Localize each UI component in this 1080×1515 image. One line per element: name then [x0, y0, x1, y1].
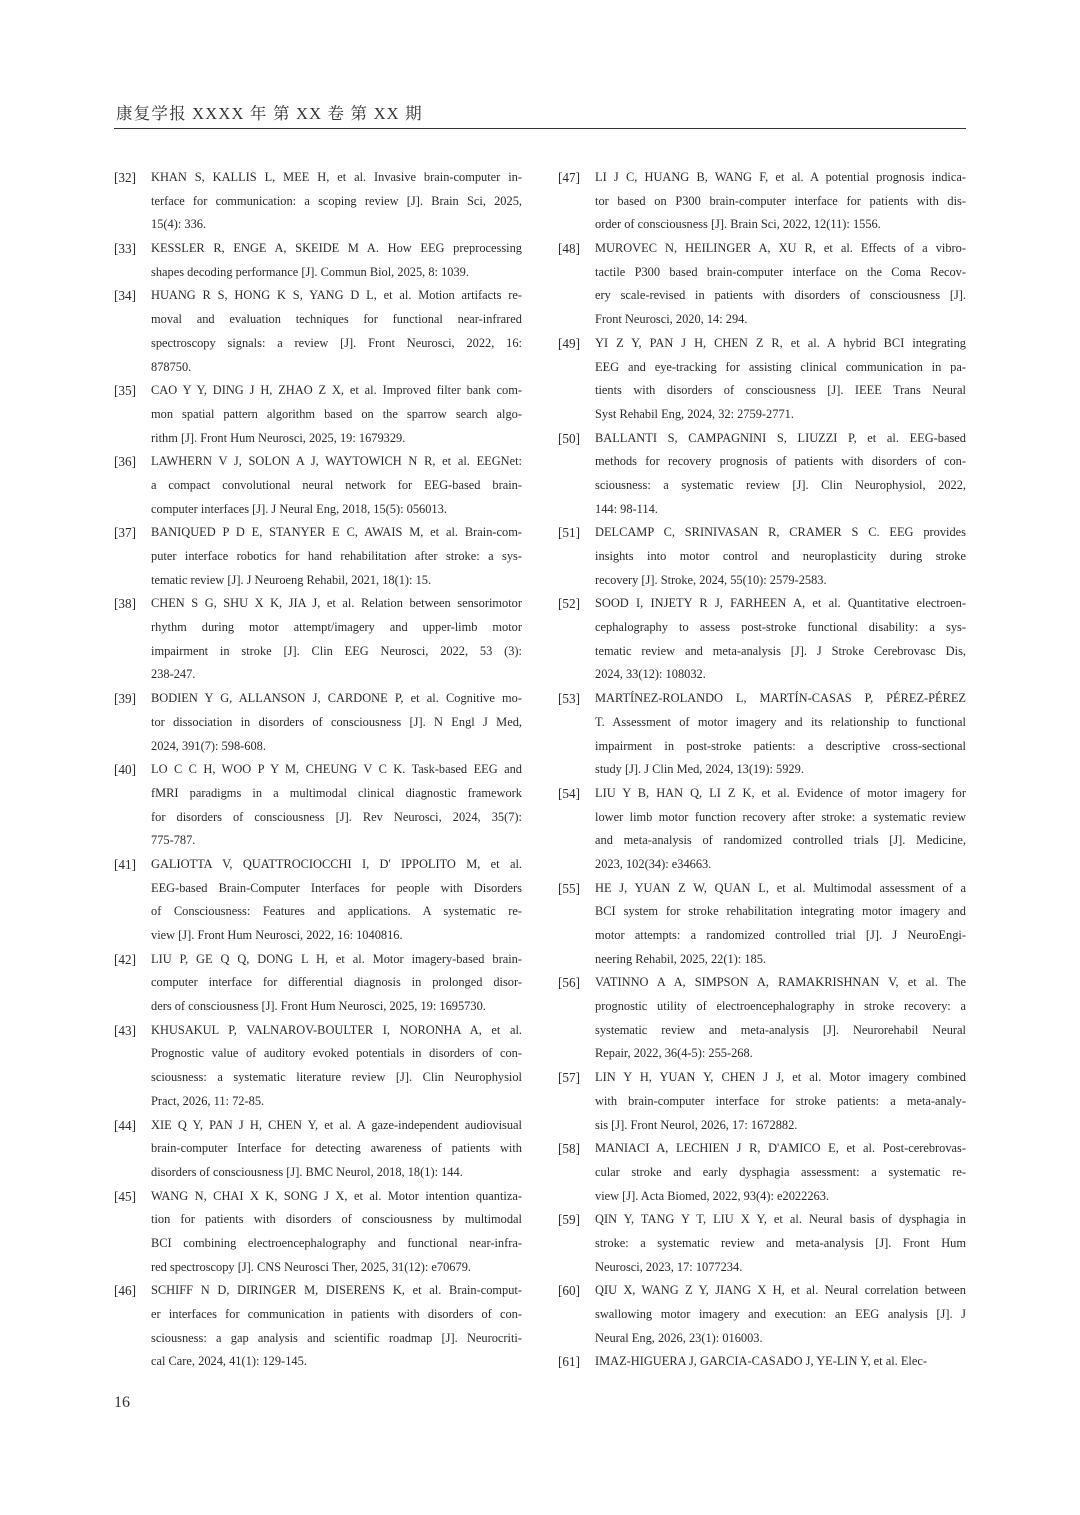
reference-entry: [558, 1350, 966, 1374]
reference-text-line: with brain-computer interface for stroke patients: a meta-analy-: [595, 1093, 966, 1108]
reference-number: [41]: [114, 856, 136, 872]
reference-text-line: for disorders of consciousness [J]. Rev Neurosci, 2024, 35(7):: [151, 809, 522, 824]
reference-entry: [558, 237, 966, 332]
reference-entry: [558, 687, 966, 782]
reference-text-line: a compact convolutional neural network for EEG-based brain-: [151, 477, 522, 492]
reference-text-line: LAWHERN V J, SOLON A J, WAYTOWICH N R, et al. EEGNet:: [151, 454, 522, 469]
reference-text-line: BCI system for stroke rehabilitation integrating motor imagery and: [595, 904, 966, 919]
reference-text-line: QIN Y, TANG Y T, LIU X Y, et al. Neural basis of dysphagia in: [595, 1212, 966, 1227]
reference-text-line: motor attempts: a randomized controlled trial [J]. J NeuroEngi-: [595, 928, 966, 942]
reference-text-line: cal Care, 2024, 41(1): 129-145.: [151, 1354, 307, 1369]
reference-text-line: KESSLER R, ENGE A, SKEIDE M A. How EEG preprocessing: [151, 241, 522, 256]
reference-text-line: EEG and eye-tracking for assisting clinical communication in pa-: [595, 359, 966, 374]
reference-text-line: disorders of consciousness [J]. BMC Neurol, 2018, 18(1): 144.: [151, 1164, 463, 1179]
reference-text-line: fMRI paradigms in a multimodal clinical diagnostic framework: [151, 785, 522, 800]
reference-entry: [558, 332, 966, 427]
reference-text-line: brain-computer Interface for detecting awareness of patients with: [151, 1141, 522, 1156]
reference-text-line: neering Rehabil, 2025, 22(1): 185.: [595, 951, 767, 966]
reference-text-line: 144: 98-114.: [595, 501, 658, 516]
page-number: 16: [114, 1394, 130, 1411]
references-column-right: [558, 166, 966, 1374]
reference-text-line: computer interface for differential diagnosis in prolonged disor-: [151, 975, 522, 990]
reference-text-line: VATINNO A A, SIMPSON A, RAMAKRISHNAN V, et al. The: [595, 975, 966, 990]
reference-text-line: Front Neurosci, 2020, 14: 294.: [595, 312, 748, 327]
reference-text-line: QIU X, WANG Z Y, JIANG X H, et al. Neural correlation between: [595, 1283, 966, 1298]
reference-text-line: LIN Y H, YUAN Y, CHEN J J, et al. Motor imagery combined: [595, 1070, 966, 1085]
reference-text-line: rhythm during motor attempt/imagery and upper-limb motor: [151, 620, 522, 635]
journal-running-title: 康复学报 XXXX 年 第 XX 卷 第 XX 期: [116, 104, 423, 123]
reference-number: [55]: [558, 880, 580, 896]
reference-entry: [114, 450, 522, 521]
reference-text-line: Neurosci, 2023, 17: 1077234.: [595, 1259, 743, 1274]
reference-text-line: sis [J]. Front Neurol, 2026, 17: 1672882.: [595, 1117, 798, 1132]
reference-entry: [558, 971, 966, 1066]
reference-text-line: cephalography to assess post-stroke functional disability: a sys-: [595, 620, 966, 635]
references-column-left: [114, 166, 522, 1374]
reference-text-line: Pract, 2026, 11: 72-85.: [151, 1093, 265, 1108]
reference-number: [51]: [558, 525, 580, 541]
reference-text-line: IMAZ-HIGUERA J, GARCIA-CASADO J, YE-LIN Y, et al. Elec-: [595, 1354, 927, 1369]
reference-entry: [558, 877, 966, 972]
reference-number: [43]: [114, 1022, 136, 1038]
reference-number: [57]: [558, 1070, 580, 1086]
reference-entry: [114, 853, 522, 948]
reference-text-line: systematic review and meta-analysis [J]. Neurorehabil Neural: [595, 1022, 966, 1037]
reference-text-line: HE J, YUAN Z W, QUAN L, et al. Multimodal assessment of a: [595, 880, 966, 895]
reference-number: [60]: [558, 1283, 580, 1299]
reference-text-line: Syst Rehabil Eng, 2024, 32: 2759-2771.: [595, 406, 794, 421]
reference-text-line: impairment in stroke [J]. Clin EEG Neurosci, 2022, 53 (3):: [151, 643, 522, 658]
reference-text-line: computer interfaces [J]. J Neural Eng, 2018, 15(5): 056013.: [151, 501, 447, 516]
reference-entry: [114, 948, 522, 1019]
reference-entry: [114, 1185, 522, 1280]
reference-entry: [114, 1279, 522, 1374]
reference-number: [49]: [558, 335, 580, 351]
reference-text-line: and meta-analysis of randomized controlled trials [J]. Medicine,: [595, 833, 966, 848]
reference-text-line: MARTÍNEZ-ROLANDO L, MARTÍN-CASAS P, PÉREZ-PÉREZ: [595, 691, 966, 706]
reference-text-line: MUROVEC N, HEILINGER A, XU R, et al. Effects of a vibro-: [595, 241, 966, 256]
reference-entry: [114, 166, 522, 237]
reference-number: [45]: [114, 1188, 136, 1204]
reference-text-line: red spectroscopy [J]. CNS Neurosci Ther, 2025, 31(12): e70679.: [151, 1259, 471, 1274]
reference-text-line: BODIEN Y G, ALLANSON J, CARDONE P, et al. Cognitive mo-: [151, 691, 522, 706]
reference-text-line: WANG N, CHAI X K, SONG J X, et al. Motor intention quantiza-: [151, 1188, 522, 1203]
reference-entry: [114, 1019, 522, 1114]
reference-text-line: recovery [J]. Stroke, 2024, 55(10): 2579-2583.: [595, 572, 827, 587]
reference-text-line: tematic review [J]. J Neuroeng Rehabil, 2021, 18(1): 15.: [151, 572, 432, 587]
reference-number: [53]: [558, 691, 580, 707]
reference-number: [47]: [558, 170, 580, 185]
reference-entry: [558, 592, 966, 687]
reference-text-line: SOOD I, INJETY R J, FARHEEN A, et al. Quantitative electroen-: [595, 596, 966, 611]
reference-entry: [114, 1114, 522, 1185]
reference-number: [58]: [558, 1141, 580, 1157]
reference-text-line: shapes decoding performance [J]. Commun Biol, 2025, 8: 1039.: [151, 264, 469, 279]
reference-number: [40]: [114, 762, 136, 778]
reference-text-line: MANIACI A, LECHIEN J R, D'AMICO E, et al. Post-cerebrovas-: [595, 1141, 966, 1156]
reference-text-line: order of consciousness [J]. Brain Sci, 2022, 12(11): 1556.: [595, 217, 881, 232]
reference-text-line: moval and evaluation techniques for functional near-infrared: [151, 312, 522, 327]
reference-number: [35]: [114, 383, 136, 399]
reference-text-line: prognostic utility of electroencephalography in stroke recovery: a: [595, 999, 966, 1014]
reference-text-line: terface for communication: a scoping review [J]. Brain Sci, 2025,: [151, 193, 522, 208]
reference-text-line: 2024, 391(7): 598-608.: [151, 738, 266, 753]
reference-text-line: methods for recovery prognosis of patients with disorders of con-: [595, 454, 966, 469]
reference-text-line: tor dissociation in disorders of consciousness [J]. N Engl J Med,: [151, 714, 522, 729]
reference-text-line: Repair, 2022, 36(4-5): 255-268.: [595, 1046, 753, 1061]
reference-text-line: study [J]. J Clin Med, 2024, 13(19): 5929.: [595, 762, 804, 777]
reference-text-line: rithm [J]. Front Hum Neurosci, 2025, 19: 1679329.: [151, 430, 406, 445]
reference-entry: [114, 687, 522, 758]
reference-text-line: Prognostic value of auditory evoked potentials in disorders of con-: [151, 1046, 522, 1061]
reference-text-line: LI J C, HUANG B, WANG F, et al. A potential prognosis indica-: [595, 170, 966, 184]
reference-text-line: view [J]. Acta Biomed, 2022, 93(4): e2022263.: [595, 1188, 830, 1203]
reference-entry: [558, 1208, 966, 1279]
reference-text-line: BANIQUED P D E, STANYER E C, AWAIS M, et al. Brain-com-: [151, 525, 522, 540]
reference-text-line: XIE Q Y, PAN J H, CHEN Y, et al. A gaze-independent audiovisual: [151, 1117, 522, 1132]
reference-text-line: sciousness: a systematic literature review [J]. Clin Neurophysiol: [151, 1070, 522, 1085]
reference-text-line: tients with disorders of consciousness [J]. IEEE Trans Neural: [595, 383, 966, 398]
reference-number: [59]: [558, 1212, 580, 1228]
reference-text-line: swallowing motor imagery and execution: an EEG analysis [J]. J: [595, 1307, 966, 1321]
reference-text-line: tematic review and meta-analysis [J]. J Stroke Cerebrovasc Dis,: [595, 643, 966, 658]
reference-number: [54]: [558, 785, 580, 801]
reference-entry: [558, 1279, 966, 1350]
reference-text-line: cular stroke and early dysphagia assessment: a systematic re-: [595, 1164, 966, 1179]
reference-text-line: LO C C H, WOO P Y M, CHEUNG V C K. Task-based EEG and: [151, 762, 522, 777]
reference-text-line: YI Z Y, PAN J H, CHEN Z R, et al. A hybrid BCI integrating: [595, 335, 966, 350]
reference-number: [56]: [558, 975, 580, 991]
reference-text-line: KHAN S, KALLIS L, MEE H, et al. Invasive brain-computer in-: [151, 170, 522, 184]
reference-number: [38]: [114, 596, 136, 612]
reference-text-line: insights into motor control and neuroplasticity during stroke: [595, 549, 966, 563]
reference-text-line: puter interface robotics for hand rehabilitation after stroke: a sys-: [151, 549, 522, 563]
reference-text-line: of Consciousness: Features and applications. A systematic re-: [151, 904, 522, 919]
reference-entry: [114, 758, 522, 853]
reference-entry: [114, 284, 522, 379]
reference-number: [44]: [114, 1117, 136, 1133]
reference-entry: [114, 379, 522, 450]
reference-text-line: 2023, 102(34): e34663.: [595, 856, 712, 871]
reference-entry: [558, 782, 966, 877]
reference-number: [37]: [114, 525, 136, 541]
reference-number: [36]: [114, 454, 136, 470]
reference-text-line: T. Assessment of motor imagery and its relationship to functional: [595, 714, 966, 729]
reference-number: [32]: [114, 170, 136, 185]
reference-text-line: view [J]. Front Hum Neurosci, 2022, 16: 1040816.: [151, 928, 403, 942]
reference-text-line: CAO Y Y, DING J H, ZHAO Z X, et al. Improved filter bank com-: [151, 383, 522, 398]
reference-entry: [114, 237, 522, 284]
reference-text-line: CHEN S G, SHU X K, JIA J, et al. Relation between sensorimotor: [151, 596, 522, 611]
reference-number: [52]: [558, 596, 580, 612]
reference-text-line: Neural Eng, 2026, 23(1): 016003.: [595, 1330, 763, 1345]
reference-text-line: 878750.: [151, 359, 192, 374]
reference-entry: [558, 1066, 966, 1137]
reference-text-line: 775-787.: [151, 833, 196, 848]
reference-text-line: HUANG R S, HONG K S, YANG D L, et al. Motion artifacts re-: [151, 288, 522, 303]
reference-text-line: LIU Y B, HAN Q, LI Z K, et al. Evidence of motor imagery for: [595, 785, 966, 800]
reference-text-line: er interfaces for communication in patients with disorders of con-: [151, 1307, 522, 1321]
reference-text-line: sciousness: a gap analysis and scientific roadmap [J]. Neurocriti-: [151, 1330, 522, 1345]
reference-text-line: tor based on P300 brain-computer interface for patients with dis-: [595, 193, 966, 208]
reference-text-line: LIU P, GE Q Q, DONG L H, et al. Motor imagery-based brain-: [151, 951, 522, 966]
reference-entry: [558, 427, 966, 522]
reference-text-line: lower limb motor function recovery after stroke: a systematic review: [595, 809, 966, 824]
reference-text-line: EEG-based Brain-Computer Interfaces for people with Disorders: [151, 880, 522, 895]
reference-text-line: 15(4): 336.: [151, 217, 207, 232]
reference-text-line: BALLANTI S, CAMPAGNINI S, LIUZZI P, et al. EEG-based: [595, 430, 966, 445]
reference-number: [48]: [558, 241, 580, 257]
reference-text-line: tactile P300 based brain-computer interface on the Coma Recov-: [595, 264, 966, 279]
reference-text-line: stroke: a systematic review and meta-analysis [J]. Front Hum: [595, 1235, 966, 1250]
reference-text-line: SCHIFF N D, DIRINGER M, DISERENS K, et al. Brain-comput-: [151, 1283, 522, 1298]
reference-number: [33]: [114, 241, 136, 257]
reference-entry: [558, 1137, 966, 1208]
reference-text-line: GALIOTTA V, QUATTROCIOCCHI I, D' IPPOLITO M, et al.: [151, 856, 522, 871]
reference-text-line: 2024, 33(12): 108032.: [595, 667, 706, 682]
reference-text-line: DELCAMP C, SRINIVASAN R, CRAMER S C. EEG provides: [595, 525, 966, 540]
reference-text-line: BCI combining electroencephalography and functional near-infra-: [151, 1235, 522, 1250]
reference-number: [50]: [558, 430, 580, 446]
reference-text-line: tion for patients with disorders of consciousness by multimodal: [151, 1212, 522, 1227]
reference-entry: [114, 592, 522, 687]
reference-text-line: ders of consciousness [J]. Front Hum Neurosci, 2025, 19: 1695730.: [151, 999, 486, 1014]
reference-text-line: impairment in post-stroke patients: a descriptive cross-sectional: [595, 738, 966, 753]
reference-number: [42]: [114, 951, 136, 967]
reference-entry: [558, 521, 966, 592]
reference-entry: [114, 521, 522, 592]
running-header: [114, 98, 966, 132]
reference-number: [39]: [114, 691, 136, 707]
reference-text-line: KHUSAKUL P, VALNAROV-BOULTER I, NORONHA A, et al.: [151, 1022, 522, 1037]
reference-text-line: ery scale-revised in patients with disorders of consciousness [J].: [595, 288, 966, 303]
reference-number: [34]: [114, 288, 136, 304]
reference-text-line: spectroscopy signals: a review [J]. Front Neurosci, 2022, 16:: [151, 335, 522, 350]
reference-number: [61]: [558, 1354, 580, 1370]
reference-text-line: sciousness: a systematic review [J]. Clin Neurophysiol, 2022,: [595, 477, 966, 492]
header-rule: [114, 128, 966, 129]
reference-entry: [558, 166, 966, 237]
reference-number: [46]: [114, 1283, 136, 1299]
reference-text-line: 238-247.: [151, 667, 196, 682]
reference-text-line: mon spatial pattern algorithm based on the sparrow search algo-: [151, 406, 522, 421]
